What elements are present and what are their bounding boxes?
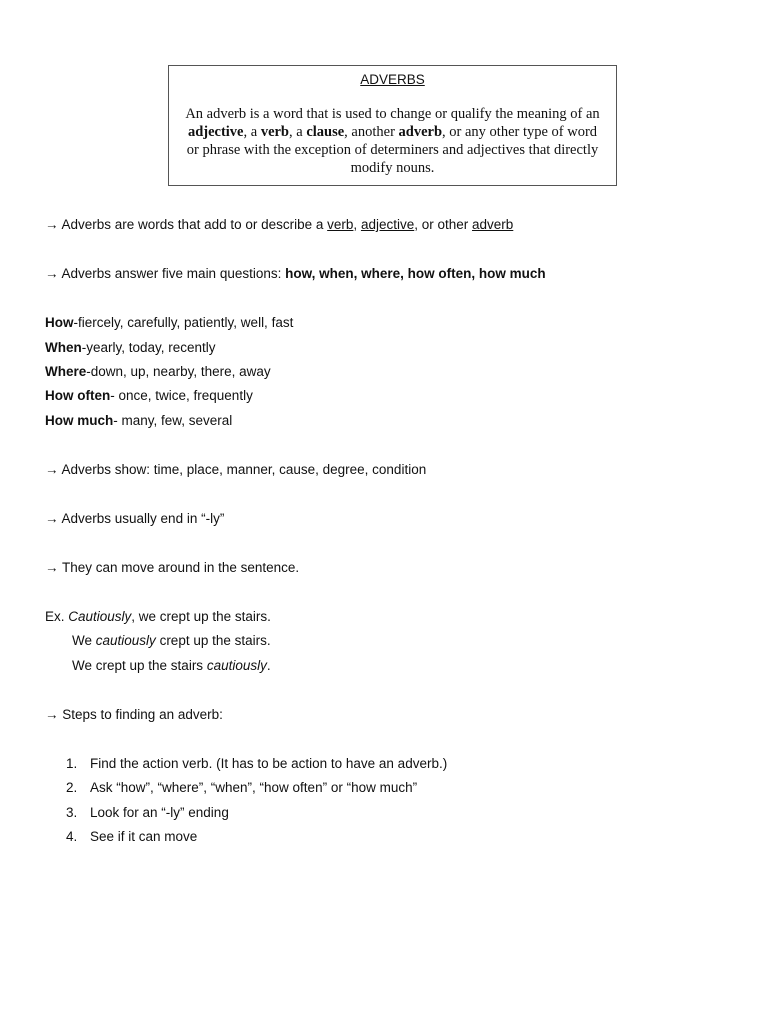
def-part-2: , or any other type of word or phrase with the exception of determiners and adjectives that directly modify nouns.	[186, 124, 599, 176]
step-number: 1.	[66, 756, 78, 771]
question-examples: - once, twice, frequently	[110, 388, 253, 403]
line2-bold: how, when, where, how often, how much	[285, 266, 546, 281]
definition-title: ADVERBS	[360, 72, 425, 87]
line-five-questions	[45, 265, 546, 283]
example-rest: .	[266, 658, 271, 673]
example-italic: cautiously	[95, 633, 156, 648]
def-adjective: adjective	[187, 124, 244, 140]
question-label: How	[45, 315, 74, 330]
step-text: Look for an “-ly” ending	[90, 805, 229, 820]
def-verb: verb	[260, 124, 289, 140]
def-sep-2: , a	[289, 124, 307, 140]
question-how	[45, 314, 293, 332]
line-move-text: They can move around in the sentence.	[58, 560, 300, 575]
line2-text: Adverbs answer five main questions:	[58, 266, 286, 281]
def-part-1: An adverb is a word that is used to change or qualify the meaning of an	[185, 106, 600, 122]
line-show-text: Adverbs show: time, place, manner, cause, degree, condition	[58, 462, 427, 477]
example-pre: We	[72, 633, 96, 648]
def-sep-3: , another	[344, 124, 399, 140]
arrow-icon: →	[45, 560, 59, 575]
question-examples: -fiercely, carefully, patiently, well, fast	[73, 315, 294, 330]
question-examples: -down, up, nearby, there, away	[86, 364, 271, 379]
example-italic: Cautiously	[68, 609, 132, 624]
line-steps-text: Steps to finding an adverb:	[58, 707, 223, 722]
line1-adjective: adjective	[360, 217, 415, 232]
def-clause: clause	[306, 124, 345, 140]
step-text: Find the action verb. (It has to be action to have an adverb.)	[90, 756, 448, 771]
arrow-icon: →	[45, 462, 59, 477]
step-text: See if it can move	[90, 829, 198, 844]
example-line-1	[45, 608, 271, 626]
example-pre: We crept up the stairs	[72, 658, 207, 673]
line1-mid: , or other	[414, 217, 473, 232]
line-can-move	[45, 559, 299, 577]
question-label: When	[45, 340, 82, 355]
step-number: 2.	[66, 780, 78, 795]
question-label: How much	[45, 413, 114, 428]
arrow-icon: →	[45, 217, 59, 232]
question-examples: -yearly, today, recently	[81, 340, 216, 355]
def-adverb: adverb	[398, 124, 443, 140]
line-end-in-ly	[45, 510, 224, 528]
step-number: 4.	[66, 829, 78, 844]
question-examples: - many, few, several	[113, 413, 233, 428]
question-when	[45, 339, 216, 357]
example-line-3	[72, 657, 271, 675]
arrow-icon: →	[45, 511, 59, 526]
def-sep-1: , a	[243, 124, 261, 140]
example-prefix: Ex.	[45, 609, 69, 624]
question-where	[45, 363, 271, 381]
example-rest: crept up the stairs.	[155, 633, 271, 648]
arrow-icon: →	[45, 266, 59, 281]
question-how-much	[45, 412, 232, 430]
line-ly-text: Adverbs usually end in “-ly”	[58, 511, 225, 526]
question-label: Where	[45, 364, 87, 379]
line-adverbs-describe	[45, 216, 513, 234]
line-steps-heading	[45, 706, 223, 724]
definition-text	[181, 105, 604, 177]
example-italic: cautiously	[206, 658, 267, 673]
example-line-2	[72, 632, 271, 650]
question-label: How often	[45, 388, 111, 403]
question-how-often	[45, 387, 253, 405]
line1-verb: verb	[327, 217, 354, 232]
arrow-icon: →	[45, 707, 59, 722]
line-adverbs-show	[45, 461, 426, 479]
line1-text: Adverbs are words that add to or describe a	[58, 217, 328, 232]
definition-box	[168, 65, 617, 186]
step-text: Ask “how”, “where”, “when”, “how often” or “how much”	[90, 780, 418, 795]
example-rest: , we crept up the stairs.	[131, 609, 271, 624]
step-number: 3.	[66, 805, 78, 820]
line1-adverb: adverb	[472, 217, 514, 232]
line1-comma: ,	[353, 217, 361, 232]
